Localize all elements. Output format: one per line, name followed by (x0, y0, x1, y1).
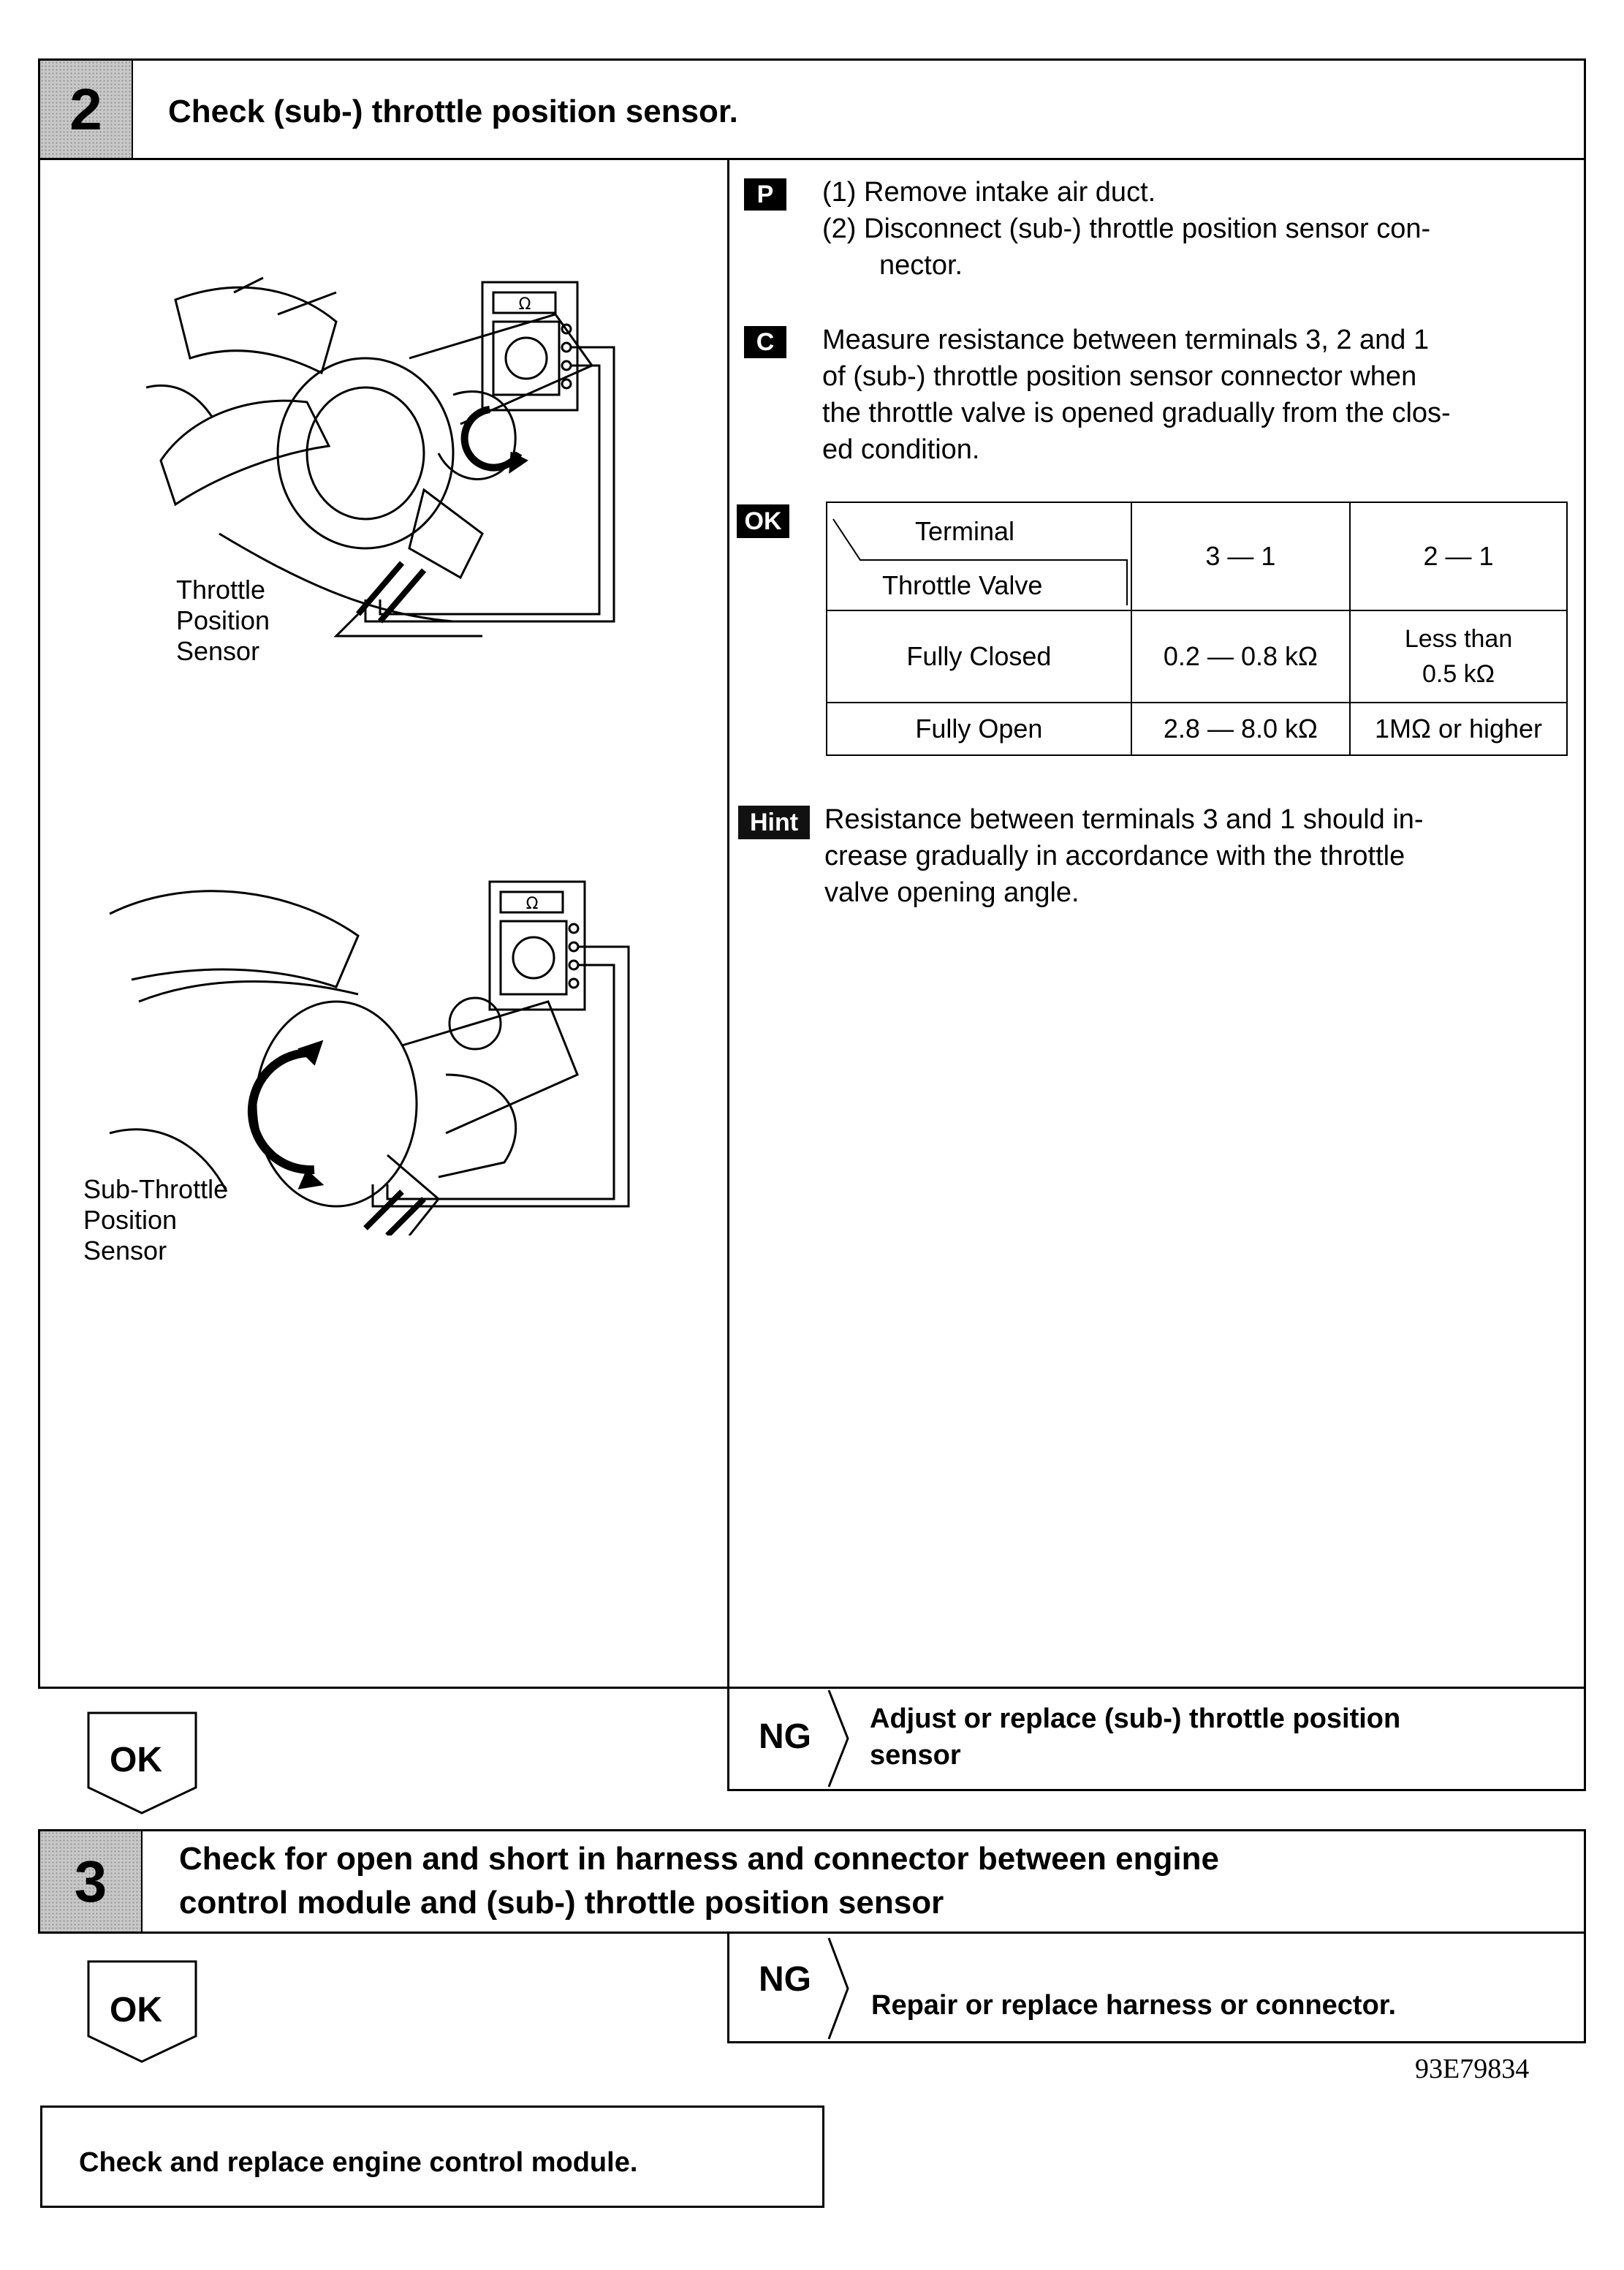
ok-tag-text: OK (744, 507, 782, 535)
step3-title-line: control module and (sub-) throttle position sensor (179, 1885, 944, 1921)
label-line: Position (176, 605, 270, 635)
step2-ng-text (870, 1700, 1400, 1774)
sub-throttle-sensor-label (83, 1174, 228, 1266)
c-tag (744, 326, 786, 358)
multimeter-1 (344, 278, 650, 629)
step2-ng-chevron (826, 1687, 855, 1790)
figure-code: 93E79834 (1415, 2054, 1530, 2084)
hint-tag (738, 806, 810, 839)
table-row (827, 610, 1567, 703)
p-tag (744, 178, 786, 211)
c-text-line: Measure resistance between terminals 3, 2 and 1 (822, 325, 1430, 355)
cell-open-3-1: 2.8 — 8.0 kΩ (1131, 703, 1350, 755)
c-text-line: ed condition. (822, 434, 980, 465)
step2-title-divider (38, 158, 1586, 160)
resistance-spec-table (826, 502, 1568, 756)
label-line: Throttle (176, 575, 266, 605)
hint-line: Resistance between terminals 3 and 1 should in- (824, 804, 1424, 835)
step2-column-divider (727, 160, 729, 1688)
p-steps (822, 174, 1568, 284)
label-line: Position (83, 1205, 178, 1235)
hint-text (824, 801, 1570, 911)
hint-line: valve opening angle. (824, 877, 1079, 908)
row-fully-open: Fully Open (827, 703, 1131, 755)
table-corner-header (827, 502, 1131, 610)
step2-ok-label: OK (110, 1741, 162, 1779)
cell-line: Less than (1404, 625, 1513, 653)
ng-line: Adjust or replace (sub-) throttle position (870, 1703, 1401, 1734)
hint-line: crease gradually in accordance with the throttle (824, 841, 1405, 871)
step3-title-line: Check for open and short in harness and connector between engine (179, 1841, 1219, 1877)
step2-ng-label: NG (759, 1717, 811, 1756)
ohm-symbol-1: Ω (518, 295, 531, 314)
label-line: Sensor (176, 636, 260, 666)
step3-ng-text: Repair or replace harness or connector. (871, 1990, 1397, 2021)
ohm-symbol-2: Ω (525, 895, 539, 913)
label-line: Sensor (83, 1236, 167, 1265)
multimeter-2 (351, 877, 658, 1228)
step3-number-text: 3 (74, 1848, 107, 1914)
p-step-2: (2) Disconnect (sub-) throttle position sensor con- (822, 213, 1431, 244)
header-col-3-1: 3 — 1 (1131, 502, 1350, 610)
step3-ng-label: NG (759, 1960, 811, 1999)
row-fully-closed: Fully Closed (827, 610, 1131, 703)
step2-title: Check (sub-) throttle position sensor. (168, 94, 738, 129)
ok-tag (737, 504, 789, 538)
p-step-1: (1) Remove intake air duct. (822, 177, 1156, 208)
table-row (827, 703, 1567, 755)
header-terminal: Terminal (915, 516, 1015, 546)
c-text (822, 322, 1568, 468)
cell-closed-2-1 (1350, 610, 1567, 703)
ng-line: sensor (870, 1740, 961, 1771)
step3-number (40, 1831, 143, 1932)
cell-open-2-1: 1MΩ or higher (1350, 703, 1567, 755)
c-text-line: of (sub-) throttle position sensor connector when (822, 361, 1417, 392)
p-tag-text: P (756, 180, 774, 208)
step3-ok-label: OK (110, 1991, 162, 2029)
c-tag-text: C (756, 328, 775, 356)
throttle-sensor-label (176, 575, 270, 667)
header-throttle-valve: Throttle Valve (882, 570, 1043, 600)
step2-number-text: 2 (69, 77, 102, 142)
header-col-2-1: 2 — 1 (1350, 502, 1567, 610)
hint-tag-text: Hint (749, 808, 799, 836)
label-line: Sub-Throttle (83, 1174, 229, 1204)
step3-title (179, 1837, 1219, 1925)
p-step-2-cont: nector. (879, 250, 963, 281)
final-action-text: Check and replace engine control module. (79, 2147, 638, 2178)
c-text-line: the throttle valve is opened gradually from the clos- (822, 398, 1451, 428)
step3-ng-chevron (826, 1935, 855, 2042)
cell-line: 0.5 kΩ (1422, 660, 1495, 688)
step2-number (40, 61, 133, 159)
cell-closed-3-1: 0.2 — 0.8 kΩ (1131, 610, 1350, 703)
